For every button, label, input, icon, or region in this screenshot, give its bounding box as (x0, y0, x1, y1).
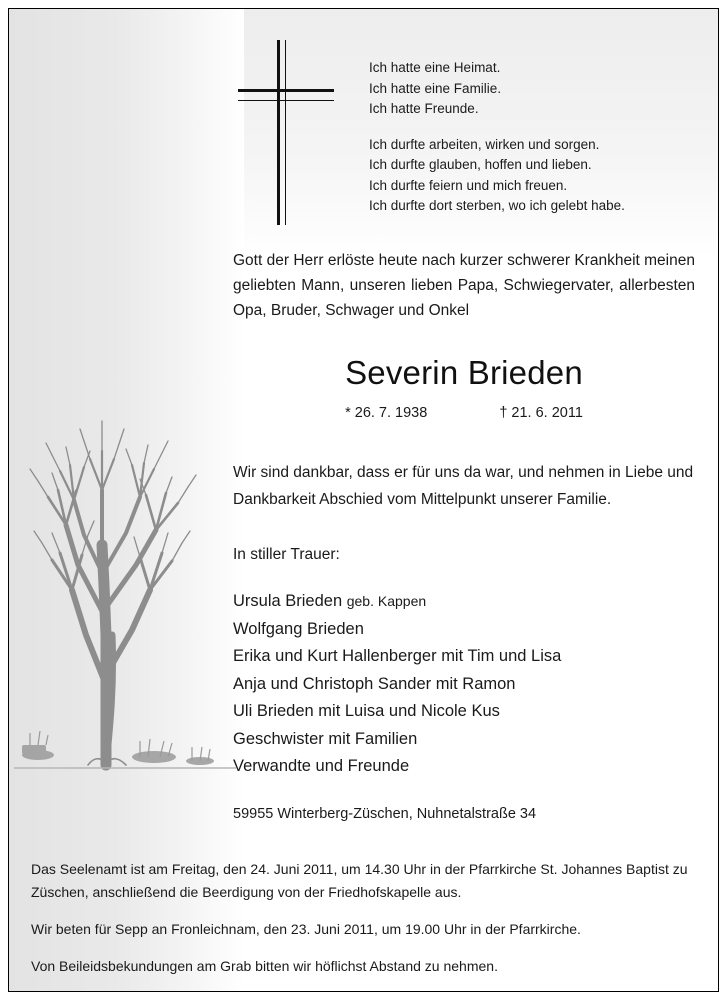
mourner-suffix: geb. Kappen (346, 593, 427, 609)
poem-stanza-1 (369, 58, 689, 120)
mourners-list (233, 588, 695, 781)
cross-vertical-thin-line (285, 40, 286, 225)
list-item (233, 616, 695, 644)
bare-tree-illustration (14, 385, 236, 780)
list-item (233, 671, 695, 699)
mourner-name: Geschwister mit Familien (233, 729, 418, 748)
mourner-name: Verwandte und Freunde (233, 757, 410, 775)
deceased-name: Severin Brieden (345, 354, 583, 391)
intro-paragraph: Gott der Herr erlöste heute nach kurzer schwerer Krankheit meinen geliebten Mann, unseren lieben Papa, Schwiegervater, allerbesten Opa, Bruder, Schwager und Onkel (233, 252, 695, 319)
mourner-name: Anja und Christoph Sander mit Ramon (233, 674, 516, 693)
cross-horizontal-bar (238, 89, 334, 92)
list-item (233, 643, 695, 671)
address-line: 59955 Winterberg-Züschen, Nuhnetalstraße 34 (233, 806, 537, 822)
christian-cross-icon (238, 40, 334, 225)
service-paragraph: Das Seelenamt ist am Freitag, den 24. Juni 2011, um 14.30 Uhr in der Pfarrkirche St. Johannes Baptist zu Züschen, anschließend die Beerdigung von der Friedhofskapelle aus. (31, 861, 688, 900)
deceased-dates (233, 405, 695, 421)
list-item (233, 698, 695, 726)
mourner-name: Uli Brieden mit Luisa und Nicole Kus (233, 702, 500, 720)
mourning-label: In stiller Trauer: (233, 546, 340, 563)
death-date: † 21. 6. 2011 (499, 405, 583, 421)
poem-line: Ich durfte glauben, hoffen und lieben. (369, 157, 592, 172)
prayer-paragraph: Wir beten für Sepp an Fronleichnam, den 23. Juni 2011, um 19.00 Uhr in der Pfarrkirche. (31, 921, 581, 937)
birth-date: * 26. 7. 1938 (345, 405, 428, 421)
poem-line: Ich durfte feiern und mich freuen. (369, 177, 568, 193)
thanks-paragraph: Wir sind dankbar, dass er für uns da war, und nehmen in Liebe und Dankbarkeit Abschied vom Mittelpunkt unserer Familie. (233, 464, 694, 508)
list-item (233, 588, 695, 616)
service-details (31, 858, 695, 978)
poem-block (369, 58, 689, 217)
list-item (233, 753, 695, 781)
poem-line: Ich durfte dort sterben, wo ich gelebt habe. (369, 198, 625, 213)
list-item (233, 726, 695, 754)
poem-line: Ich durfte arbeiten, wirken und sorgen. (369, 136, 600, 152)
cross-vertical-bar (277, 40, 280, 225)
mourner-name: Erika und Kurt Hallenberger mit Tim und Lisa (233, 647, 562, 665)
poem-line: Ich hatte Freunde. (369, 101, 479, 116)
mourner-name: Wolfgang Brieden (233, 619, 364, 638)
condolences-paragraph: Von Beileidsbekundungen am Grab bitten wir höflichst Abstand zu nehmen. (31, 958, 498, 974)
poem-line: Ich hatte eine Familie. (369, 80, 502, 96)
mourner-name: Ursula Brieden (233, 592, 343, 610)
cross-horizontal-thin-line (238, 100, 334, 101)
poem-stanza-2 (369, 135, 689, 217)
poem-line: Ich hatte eine Heimat. (369, 60, 501, 75)
